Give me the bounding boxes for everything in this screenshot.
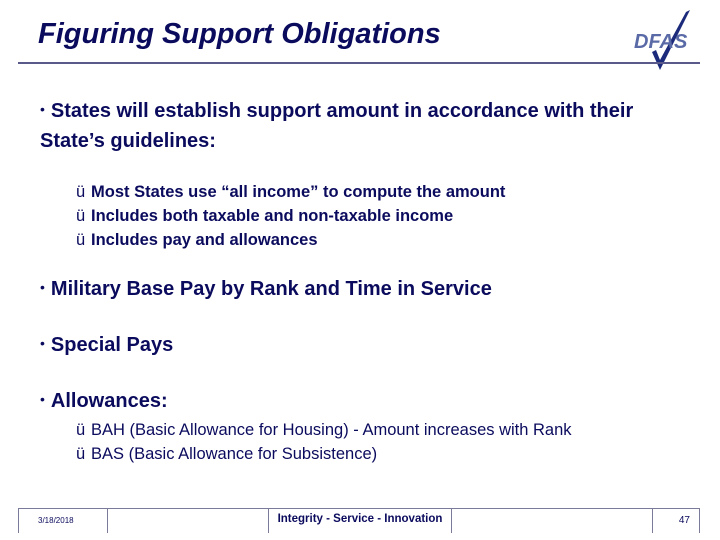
bullet-base-pay <box>40 278 492 301</box>
check-icon: ü <box>76 231 86 249</box>
logo-text: DFAS <box>634 31 688 53</box>
bullet-icon: • <box>40 279 45 295</box>
bullet-text: States will establish support amount in accordance with their State’s guidelines: <box>40 100 634 152</box>
list-item-text: Includes pay and allowances <box>91 231 318 249</box>
check-icon: ü <box>76 207 86 225</box>
check-icon: ü <box>76 183 86 201</box>
list-item <box>76 442 572 466</box>
bullet-icon: • <box>40 101 45 117</box>
page-number: 47 <box>678 515 690 526</box>
bullet-allowances <box>40 390 168 413</box>
footer-date: 3/18/2018 <box>38 516 74 525</box>
dfas-logo-icon <box>632 8 698 74</box>
list-item <box>76 204 505 228</box>
slide-title: Figuring Support Obligations <box>38 18 441 50</box>
list-item-text: Includes both taxable and non-taxable income <box>91 207 454 225</box>
list-item-text: BAH (Basic Allowance for Housing) - Amount increases with Rank <box>91 421 572 439</box>
footer-tagline: Integrity - Service - Innovation <box>277 513 443 525</box>
check-icon: ü <box>76 445 86 463</box>
list-item <box>76 228 505 252</box>
list-item-text: Most States use “all income” to compute the amount <box>91 183 506 201</box>
list-item-text: BAS (Basic Allowance for Subsistence) <box>91 445 378 463</box>
bullet-icon: • <box>40 391 45 407</box>
list-item <box>76 418 572 442</box>
check-icon: ü <box>76 421 86 439</box>
income-checklist <box>76 180 505 252</box>
bullet-icon: • <box>40 335 45 351</box>
bullet-text: Military Base Pay by Rank and Time in Service <box>50 278 492 300</box>
list-item <box>76 180 505 204</box>
allowances-checklist <box>76 418 572 466</box>
bullet-state-guidelines <box>40 94 680 156</box>
bullet-text: Special Pays <box>50 334 174 356</box>
title-divider <box>18 62 700 64</box>
bullet-special-pays <box>40 334 173 357</box>
bullet-text: Allowances: <box>50 390 168 412</box>
